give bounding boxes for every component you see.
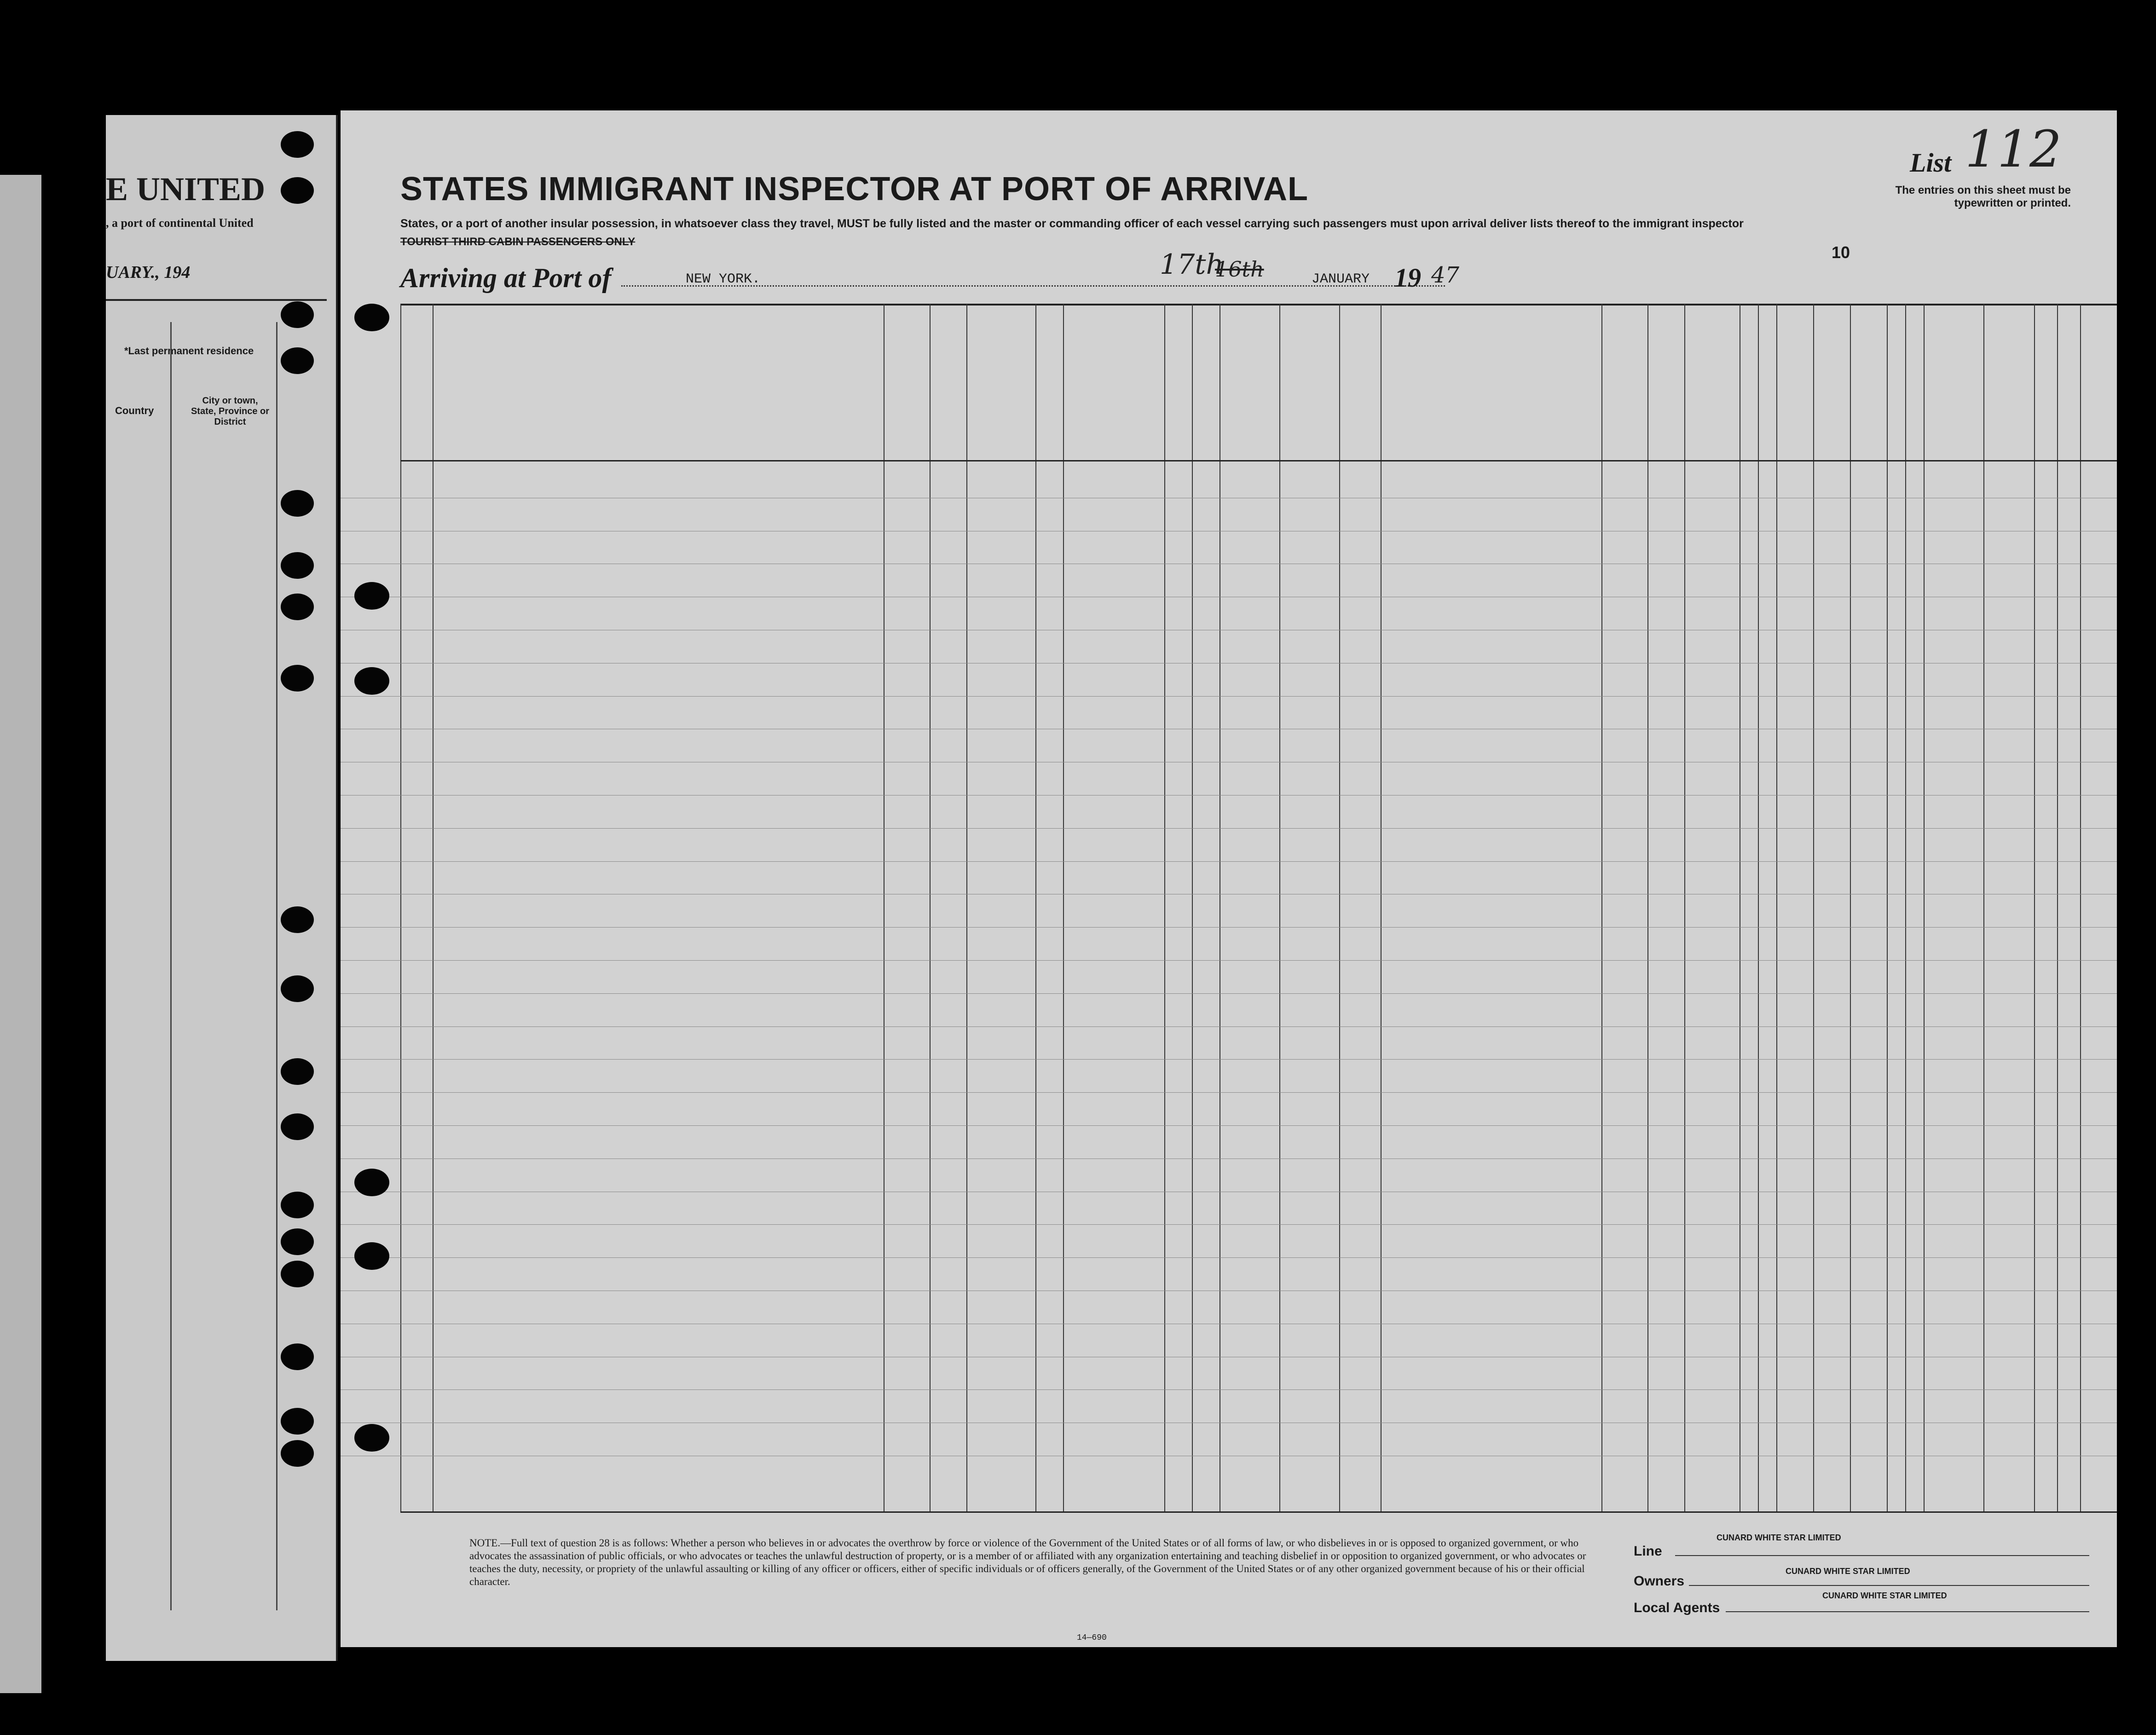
binding-hole [281,1440,314,1467]
binding-hole [281,1192,314,1218]
table-row [341,729,2117,762]
page-subtitle: States, or a port of another insular possession, in whatsoever class they travel, MUST be fully listed and the master or commanding officer of each vessel carrying such passengers must upon arrival deliver lists thereof to the immigrant inspector [400,217,1744,230]
table-row [341,1257,2117,1291]
owners-label: Owners [1634,1574,1685,1589]
list-label: List [1910,148,1952,178]
table-row [341,927,2117,961]
left-title: E UNITED [106,171,266,208]
table-row [341,1026,2117,1060]
binding-hole [281,594,314,620]
footer-note: NOTE.—Full text of question 28 is as follows: Whether a person who believes in or advocates the overthrow by force or violence of the Government of the United States or of all forms of law, or who disbelieves in or is opposed to organized government, or who advocates the assassination of public officials, or who advocates or teaches the unlawful destruction of property, or is a member of or affiliated with any organization entertaining and teaching disbelief in or opposition to organized government, or who advocates or teaches the duty, necessity, or propriety of the unlawful assaulting or killing of any officer or officers, either of specific individuals or of officers generally, of the Government of the United States or of any other organized government because of his or their official character. [469,1537,1586,1587]
binding-hole [281,347,314,374]
binding-hole [281,1228,314,1255]
typewritten-note: The entries on this sheet must be typewritten or printed. [1895,184,2071,209]
table-row [341,1423,2117,1456]
binding-hole [281,1261,314,1287]
list-number: 112 [1965,120,2062,179]
left-page: E UNITED , a port of continental United UARY., 194 *Last permanent residence Country City or town, State, Province or District [106,115,338,1661]
table-row [341,1059,2117,1093]
binding-hole [281,131,314,158]
table-row [341,1092,2117,1126]
binding-hole [354,582,389,610]
table-row [341,828,2117,862]
table-row [341,663,2117,697]
arrival-year-prefix: 19 [1394,263,1421,293]
binding-hole [281,975,314,1002]
port-name: NEW YORK. [686,271,761,287]
table-row [341,630,2117,663]
form-number: 14—690 [1077,1633,1107,1643]
binding-hole [354,304,389,331]
binding-hole [281,906,314,933]
binding-hole [281,665,314,692]
binding-hole [354,1169,389,1196]
table-row [341,861,2117,895]
arrival-day-struck: 16th [1215,257,1264,282]
binding-hole [281,177,314,204]
binding-hole [281,1058,314,1085]
left-page-fragment [0,175,41,1693]
arrival-year: 47 [1431,262,1460,288]
table-row [341,1291,2117,1324]
arriving-label: Arriving at Port of [400,263,612,293]
table-row [341,696,2117,730]
table-row [341,531,2117,565]
binding-hole [281,1408,314,1435]
col-country: Country [115,405,154,416]
table-row [341,993,2117,1027]
table-row [341,597,2117,630]
arrival-day: 17th [1160,248,1224,281]
table-row [341,795,2117,829]
table-row [341,1192,2117,1225]
line-value: CUNARD WHITE STAR LIMITED [1717,1533,1841,1542]
table-row [341,894,2117,928]
sheet-number: 10 [1832,243,1850,262]
binding-hole [354,1242,389,1270]
table-row [341,564,2117,597]
left-month: UARY [106,263,151,282]
binding-hole [354,667,389,695]
table-row [341,1224,2117,1258]
page-title: STATES IMMIGRANT INSPECTOR AT PORT OF ARRIVAL [400,171,1308,208]
binding-hole [281,1113,314,1140]
left-year: 194 [164,263,191,282]
table-row [341,498,2117,531]
manifest-page [341,110,2117,1647]
class-line: TOURIST THIRD CABIN PASSENGERS ONLY [400,236,636,248]
agents-value: CUNARD WHITE STAR LIMITED [1822,1591,1947,1600]
table-row [341,1357,2117,1390]
table-row [341,1389,2117,1423]
col-city: City or town, State, Province or District [191,396,270,427]
table-row [341,465,2117,498]
table-row [341,762,2117,795]
residence-header: *Last permanent residence [124,345,254,357]
left-subtitle: , a port of continental United [106,216,254,230]
table-row [341,1324,2117,1357]
table-row [341,1159,2117,1192]
binding-hole [354,1424,389,1452]
table-row [341,960,2117,994]
binding-hole [281,1343,314,1370]
binding-hole [281,301,314,328]
binding-hole [281,490,314,517]
table-row [341,1125,2117,1159]
arrival-month: JANUARY [1312,271,1370,287]
agents-label: Local Agents [1634,1600,1720,1615]
line-label: Line [1634,1544,1662,1559]
binding-hole [281,552,314,579]
owners-value: CUNARD WHITE STAR LIMITED [1786,1567,1910,1576]
